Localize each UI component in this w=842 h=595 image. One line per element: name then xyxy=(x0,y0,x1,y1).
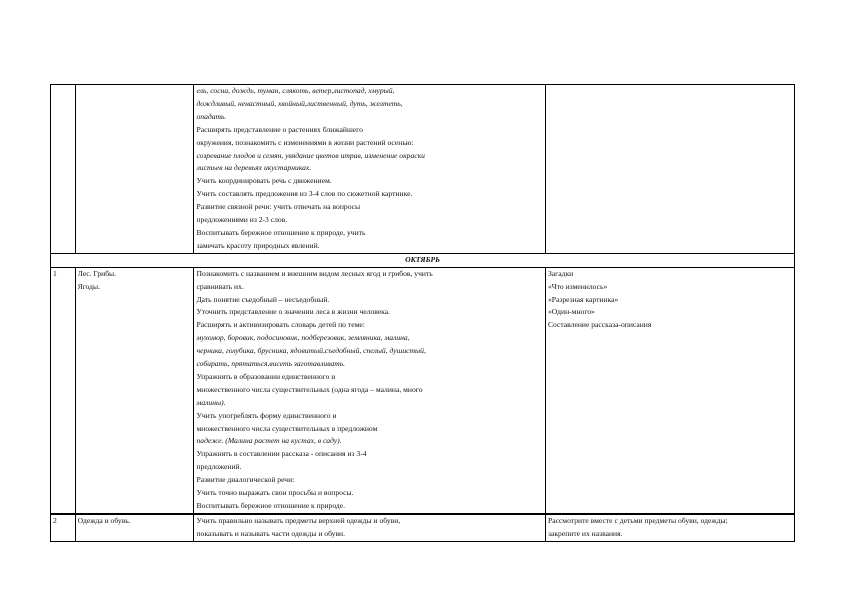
content-line: Дать понятие съедобный – несъедобный. xyxy=(196,294,330,304)
row-number-cell: 1 xyxy=(51,267,76,514)
topic-cell xyxy=(75,267,194,514)
content-line: Развитие диалогической речи: xyxy=(196,475,295,485)
content-line: созревание плодов и семян, увядание цветов итрав, изменение окраски xyxy=(196,150,425,160)
content-line: показывать и называть части одежды и обуви. xyxy=(196,528,345,538)
content-line: Учить употреблять форму единственного и xyxy=(196,410,337,420)
content-line: множественного числа существительных в предложном xyxy=(196,423,378,433)
content-line: Развитие связной речи: учить отвечать на вопросы xyxy=(196,202,361,212)
activity-line: Загадки xyxy=(547,268,574,278)
content-line: малины). xyxy=(196,397,226,407)
topic-line: Одежда и обувь. xyxy=(77,515,131,525)
content-line: Учить правильно называть предметы верхней одежды и обуви, xyxy=(196,515,401,525)
month-header-row xyxy=(51,253,795,267)
content-line: Воспитывать бережное отношение к природе, учить xyxy=(196,227,366,237)
activities-cell xyxy=(545,514,794,541)
topic-line: Ягоды. xyxy=(77,281,101,291)
content-line: собирать, прятаться,висеть заготавливать. xyxy=(196,359,346,369)
content-line: мухомор, боровик, подосиновик, подберезовик, земляника, малина, xyxy=(196,333,410,343)
content-line: черника, голубика, брусника, ядовитый,съедобный, спелый, душистый, xyxy=(196,346,426,356)
content-line: листьев на деревьях икустарниках. xyxy=(196,163,312,173)
content-line: Расширять представление о растениях ближайшего xyxy=(196,124,363,134)
activity-line: «Один-много» xyxy=(547,307,595,317)
content-line: замечать красоту природных явлений. xyxy=(196,240,320,250)
content-line: опадать. xyxy=(196,111,227,121)
content-line: падеже. (Малина растет на кустах, в саду). xyxy=(196,436,342,446)
lesson-plan-table xyxy=(50,84,795,542)
content-line: Уточнить представление о значении леса в жизни человека. xyxy=(196,307,391,317)
content-line: предложениями из 2-3 слов. xyxy=(196,215,288,225)
content-line: дождливый, ненастный, хвойный,лиственный, дуть, желтеть, xyxy=(196,98,403,108)
row-number-cell: 2 xyxy=(51,514,76,541)
month-header: ОКТЯБРЬ xyxy=(51,253,795,267)
activity-line: Составление рассказа-описания xyxy=(547,320,652,330)
content-line: Учить составлять предложения из 3-4 слов по сюжетной картинке. xyxy=(196,189,413,199)
activities-cell xyxy=(545,267,794,514)
activity-line: «Что изменилось» xyxy=(547,281,608,291)
content-line: Познакомить с названием и внешним видом лесных ягод и грибов, учить xyxy=(196,268,433,278)
activity-line: «Разрезная картинка» xyxy=(547,294,619,304)
content-cell xyxy=(194,85,546,254)
activities-cell xyxy=(545,85,794,254)
content-line: Учить координировать речь с движением. xyxy=(196,176,332,186)
row-number-cell xyxy=(51,85,76,254)
table-row xyxy=(51,514,795,541)
content-line: окружения, познакомить с изменениями в жизни растений осенью: xyxy=(196,137,414,147)
content-cell xyxy=(194,514,546,541)
topic-cell xyxy=(75,514,194,541)
topic-cell xyxy=(75,85,194,254)
content-line: предложений. xyxy=(196,462,242,472)
content-line: Расширять и активизировать словарь детей по теме: xyxy=(196,320,365,330)
topic-line: Лес. Грибы. xyxy=(77,268,117,278)
content-line: множественного числа существительных (одна ягода – малина, много xyxy=(196,384,423,394)
content-line: Учить точно выражать свои просьбы и вопросы. xyxy=(196,488,354,498)
content-cell xyxy=(194,267,546,514)
activity-line: Рассмотрите вместе с детьми предметы обуви, одежды; xyxy=(547,515,728,525)
content-line: Упражнять в образовании единственного и xyxy=(196,371,336,381)
content-line: ель, сосна, дождь, туман, слякоть, ветер,листопад, хмурый, xyxy=(196,86,395,95)
table-row xyxy=(51,85,795,254)
content-line: Упражнять в составлении рассказа - описания из 3-4 xyxy=(196,449,367,459)
content-line: сравнивать их. xyxy=(196,281,244,291)
activity-line: закрепите их названия. xyxy=(547,528,623,538)
content-line: Воспитывать бережное отношение к природе. xyxy=(196,501,346,510)
table-row xyxy=(51,267,795,514)
